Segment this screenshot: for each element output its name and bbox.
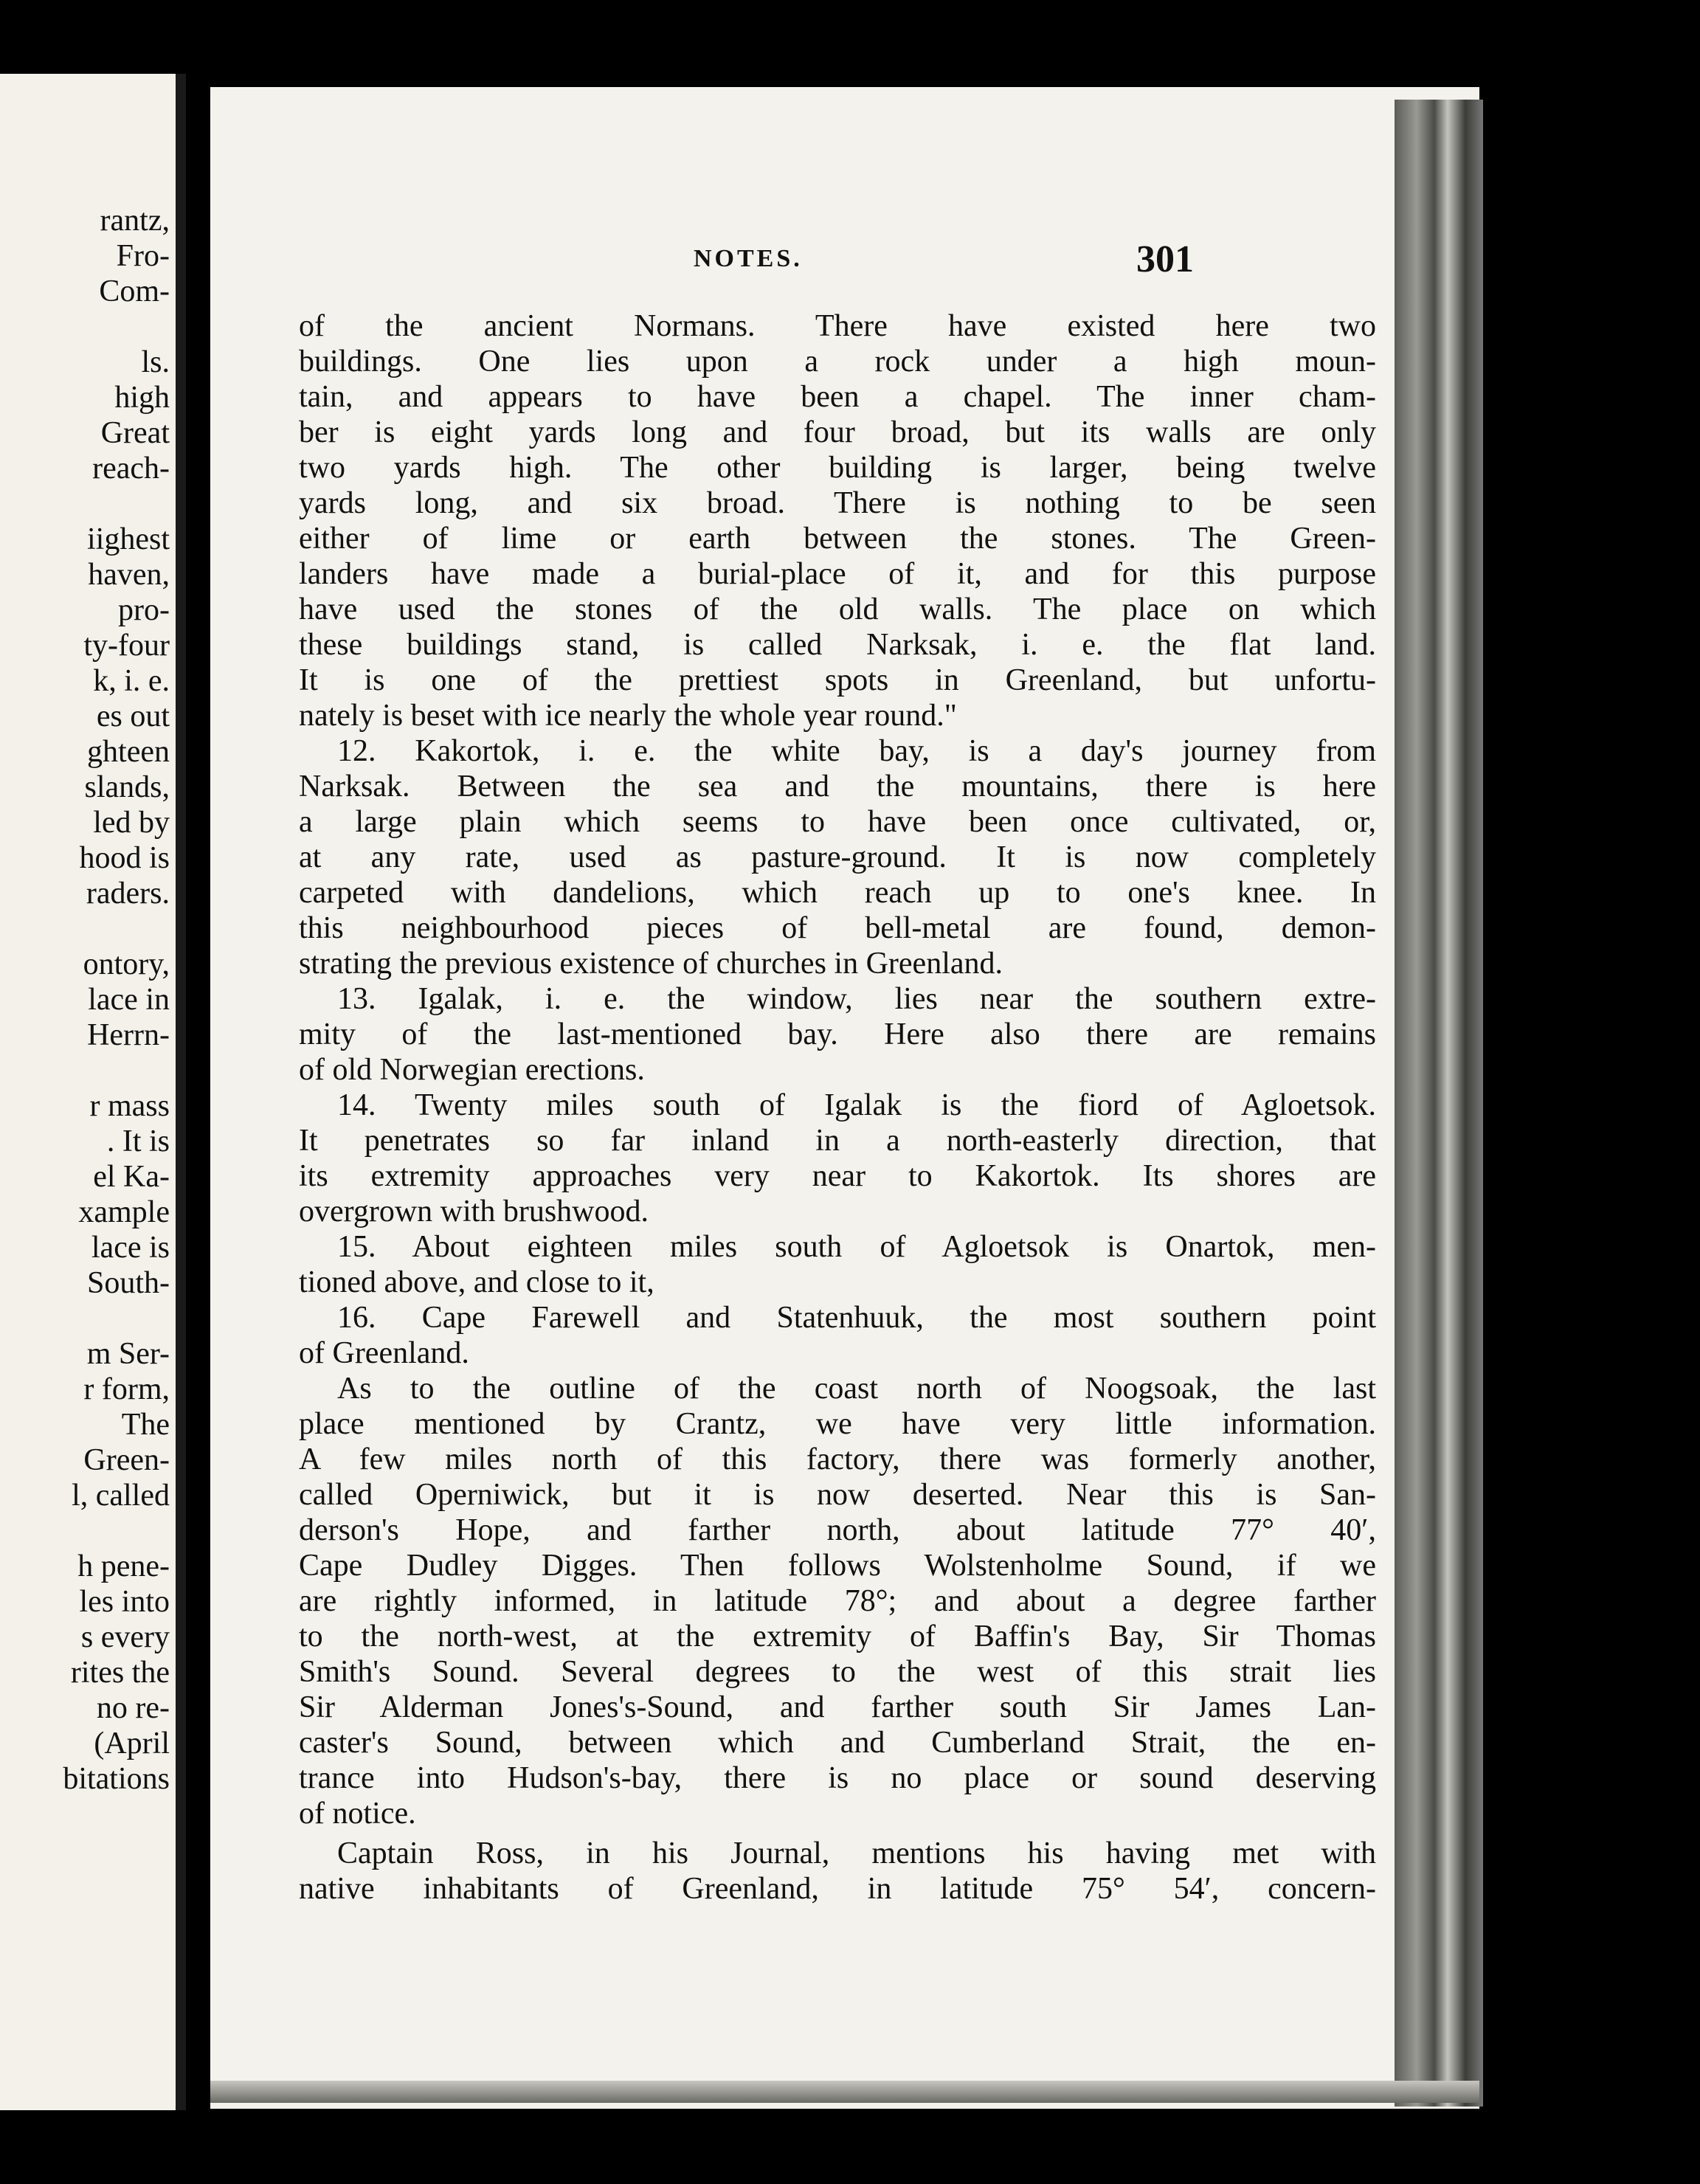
text-line: caster's Sound, between which and Cumberland Strait, the en- xyxy=(299,1726,1376,1760)
left-page-line: pro- xyxy=(118,593,170,627)
text-line: of the ancient Normans. There have existed here two xyxy=(299,309,1376,343)
left-page-line: led by xyxy=(93,806,170,840)
left-page xyxy=(0,74,186,2110)
left-page-line: h pene- xyxy=(77,1549,170,1583)
text-line: derson's Hope, and farther north, about latitude 77° 40′, xyxy=(299,1513,1376,1547)
left-page-line: es out xyxy=(96,699,170,733)
left-page-line: slands, xyxy=(84,770,170,804)
left-page-line: les into xyxy=(79,1585,170,1619)
text-line: these buildings stand, is called Narksak, i. e. the flat land. xyxy=(299,628,1376,662)
text-line: 16. Cape Farewell and Statenhuuk, the most southern point xyxy=(337,1301,1376,1335)
page-edge xyxy=(1395,100,1483,2107)
left-page-line xyxy=(63,309,170,345)
left-page-line xyxy=(63,911,170,947)
left-page-line: raders. xyxy=(86,877,170,910)
left-page-line: l, called xyxy=(72,1479,170,1513)
text-line: 15. About eighteen miles south of Agloetsok is Onartok, men- xyxy=(337,1230,1376,1264)
left-page-line xyxy=(63,1513,170,1549)
text-line: place mentioned by Crantz, we have very little information. xyxy=(299,1407,1376,1441)
text-line: 12. Kakortok, i. e. the white bay, is a day's journey from xyxy=(337,734,1376,768)
left-page-line: ontory, xyxy=(83,947,170,981)
left-page-line: haven, xyxy=(88,558,170,592)
left-page-line: high xyxy=(114,381,170,415)
text-line: to the north-west, at the extremity of Baffin's Bay, Sir Thomas xyxy=(299,1620,1376,1653)
left-page-line: s every xyxy=(80,1620,170,1654)
text-line: Cape Dudley Digges. Then follows Wolstenholme Sound, if we xyxy=(299,1549,1376,1583)
text-line: It penetrates so far inland in a north-easterly direction, that xyxy=(299,1124,1376,1158)
left-page-line: iighest xyxy=(87,522,170,556)
text-line: Sir Alderman Jones's-Sound, and farther south Sir James Lan- xyxy=(299,1690,1376,1724)
running-head-title: NOTES. xyxy=(694,245,803,272)
text-line: either of lime or earth between the stones. The Green- xyxy=(299,522,1376,556)
left-page-line: ls. xyxy=(141,345,170,379)
text-line: of old Norwegian erections. xyxy=(299,1053,645,1087)
left-page-line: lace is xyxy=(91,1231,170,1265)
text-line: A few miles north of this factory, there was formerly another, xyxy=(299,1442,1376,1476)
text-line: nately is beset with ice nearly the whole year round." xyxy=(299,699,957,733)
left-page-line: reach- xyxy=(92,452,170,485)
page-number: 301 xyxy=(1136,238,1194,280)
text-line: yards long, and six broad. There is nothing to be seen xyxy=(299,486,1376,520)
text-line: are rightly informed, in latitude 78°; and about a degree farther xyxy=(299,1584,1376,1618)
text-line: overgrown with brushwood. xyxy=(299,1195,649,1228)
running-head xyxy=(210,238,1479,285)
left-page-text xyxy=(63,203,170,1797)
left-page-line: k, i. e. xyxy=(93,664,170,698)
left-page-line: ty-four xyxy=(83,629,170,663)
left-page-line: The xyxy=(121,1408,170,1442)
left-page-line xyxy=(63,1053,170,1088)
left-page-line: Green- xyxy=(83,1443,170,1477)
text-line: As to the outline of the coast north of Noogsoak, the last xyxy=(337,1372,1376,1406)
left-page-line: Com- xyxy=(99,274,170,308)
left-page-line: Great xyxy=(100,416,170,450)
left-page-line: hood is xyxy=(79,841,170,875)
text-line: tain, and appears to have been a chapel. The inner cham- xyxy=(299,380,1376,414)
left-page-line: r form, xyxy=(83,1372,170,1406)
text-line: buildings. One lies upon a rock under a high moun- xyxy=(299,345,1376,379)
text-line: 14. Twenty miles south of Igalak is the fiord of Agloetsok. xyxy=(337,1088,1376,1122)
left-page-line: rantz, xyxy=(100,204,170,238)
text-line: 13. Igalak, i. e. the window, lies near the southern extre- xyxy=(337,982,1376,1016)
text-line: trance into Hudson's-bay, there is no place or sound deserving xyxy=(299,1761,1376,1795)
left-page-line: el Ka- xyxy=(93,1160,170,1194)
bottom-page-edge xyxy=(210,2081,1479,2103)
text-line: tioned above, and close to it, xyxy=(299,1265,654,1299)
left-page-line xyxy=(63,1301,170,1336)
text-line: It is one of the prettiest spots in Greenland, but unfortu- xyxy=(299,663,1376,697)
left-page-line: no re- xyxy=(96,1691,170,1725)
left-page-line: Fro- xyxy=(116,239,170,273)
text-line: Smith's Sound. Several degrees to the west of this strait lies xyxy=(299,1655,1376,1689)
left-page-line: (April xyxy=(94,1727,170,1760)
text-line: of Greenland. xyxy=(299,1336,469,1370)
text-line: at any rate, used as pasture-ground. It is now completely xyxy=(299,840,1376,874)
left-page-line: South- xyxy=(86,1266,170,1300)
text-line: landers have made a burial-place of it, and for this purpose xyxy=(299,557,1376,591)
text-line: Captain Ross, in his Journal, mentions his having met with xyxy=(337,1836,1376,1870)
left-page-line: r mass xyxy=(89,1089,170,1123)
right-page xyxy=(210,87,1479,2109)
text-line: have used the stones of the old walls. The place on which xyxy=(299,592,1376,626)
left-page-line xyxy=(63,486,170,522)
left-page-line: ghteen xyxy=(87,735,170,769)
left-page-line: rites the xyxy=(70,1656,170,1690)
left-page-line: . It is xyxy=(106,1124,170,1158)
left-page-line: m Ser- xyxy=(86,1337,170,1371)
text-line: of notice. xyxy=(299,1797,416,1831)
text-line: a large plain which seems to have been once cultivated, or, xyxy=(299,805,1376,839)
text-line: native inhabitants of Greenland, in latitude 75° 54′, concern- xyxy=(299,1872,1376,1906)
text-line: its extremity approaches very near to Kakortok. Its shores are xyxy=(299,1159,1376,1193)
body-text xyxy=(299,308,1376,1907)
text-line: carpeted with dandelions, which reach up to one's knee. In xyxy=(299,876,1376,910)
left-page-line: Herrn- xyxy=(87,1018,170,1052)
left-page-line: lace in xyxy=(88,983,170,1017)
text-line: called Operniwick, but it is now deserted. Near this is San- xyxy=(299,1478,1376,1512)
text-line: Narksak. Between the sea and the mountains, there is here xyxy=(299,770,1376,804)
left-page-line: xample xyxy=(78,1195,170,1229)
text-line: two yards high. The other building is larger, being twelve xyxy=(299,451,1376,485)
text-line: this neighbourhood pieces of bell-metal are found, demon- xyxy=(299,911,1376,945)
text-line: ber is eight yards long and four broad, but its walls are only xyxy=(299,415,1376,449)
text-line: mity of the last-mentioned bay. Here also there are remains xyxy=(299,1017,1376,1051)
text-line: strating the previous existence of churches in Greenland. xyxy=(299,947,1003,981)
left-page-line: bitations xyxy=(63,1762,170,1796)
